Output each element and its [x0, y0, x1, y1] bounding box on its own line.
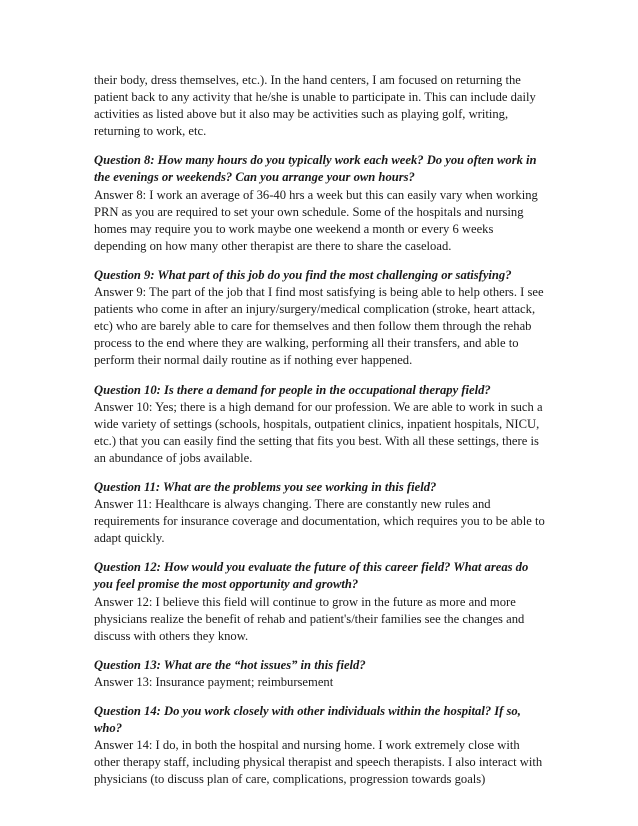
question-14: Question 14: Do you work closely with other individuals within the hospital? If so, who?: [94, 704, 521, 736]
question-10: Question 10: Is there a demand for people in the occupational therapy field?: [94, 382, 491, 397]
qa-block-11: [94, 479, 546, 547]
qa-block-9: [94, 267, 546, 370]
qa-block-12: [94, 559, 546, 644]
answer-11: Answer 11: Healthcare is always changing. There are constantly new rules and requirements for insurance coverage and documentation, which requires you to be able to adapt quickly.: [94, 497, 545, 546]
answer-9: Answer 9: The part of the job that I find most satisfying is being able to help others. I see patients who come in after an injury/surgery/medical complication (stroke, heart attack, etc) who are barely able to care for themselves and then follow them through the rehab process to the end where they are walking, performing all their transfers, and able to perform their normal daily routine as if nothing ever happened.: [94, 285, 544, 368]
qa-block-10: [94, 382, 546, 467]
question-8: Question 8: How many hours do you typically work each week? Do you often work in the evenings or weekends? Can you arrange your own hours?: [94, 153, 537, 185]
answer-8: Answer 8: I work an average of 36-40 hrs a week but this can easily vary when working PRN as you are required to set your own schedule. Some of the hospitals and nursing homes may require you to work maybe one weekend a month or every 6 weeks depending on how many other therapist are there to share the caseload.: [94, 187, 538, 253]
qa-block-14: [94, 703, 546, 788]
question-13: Question 13: What are the “hot issues” in this field?: [94, 657, 366, 672]
document-page: [94, 72, 546, 800]
qa-block-8: [94, 152, 546, 255]
answer-12: Answer 12: I believe this field will continue to grow in the future as more and more physicians realize the benefit of rehab and patient's/their families see the changes and discuss with others they know.: [94, 594, 525, 643]
question-9: Question 9: What part of this job do you find the most challenging or satisfying?: [94, 267, 512, 282]
intro-paragraph: their body, dress themselves, etc.). In the hand centers, I am focused on returning the patient back to any activity that he/she is unable to participate in. This can include daily activities as listed above but it also may be activities such as playing golf, writing, returning to work, etc.: [94, 73, 536, 139]
question-12: Question 12: How would you evaluate the future of this career field? What areas do you feel promise the most opportunity and growth?: [94, 560, 529, 592]
answer-10: Answer 10: Yes; there is a high demand for our profession. We are able to work in such a wide variety of settings (schools, hospitals, outpatient clinics, inpatient hospitals, NICU, etc.) that you can easily find the setting that fits you best. With all these settings, there is an abundance of jobs available.: [94, 399, 543, 465]
answer-14: Answer 14: I do, in both the hospital and nursing home. I work extremely close with other therapy staff, including physical therapist and speech therapists. I also interact with physicians (to discuss plan of care, complications, progression towards goals): [94, 738, 543, 787]
answer-13: Answer 13: Insurance payment; reimbursement: [94, 674, 334, 689]
question-11: Question 11: What are the problems you see working in this field?: [94, 479, 437, 494]
qa-block-13: [94, 657, 546, 691]
